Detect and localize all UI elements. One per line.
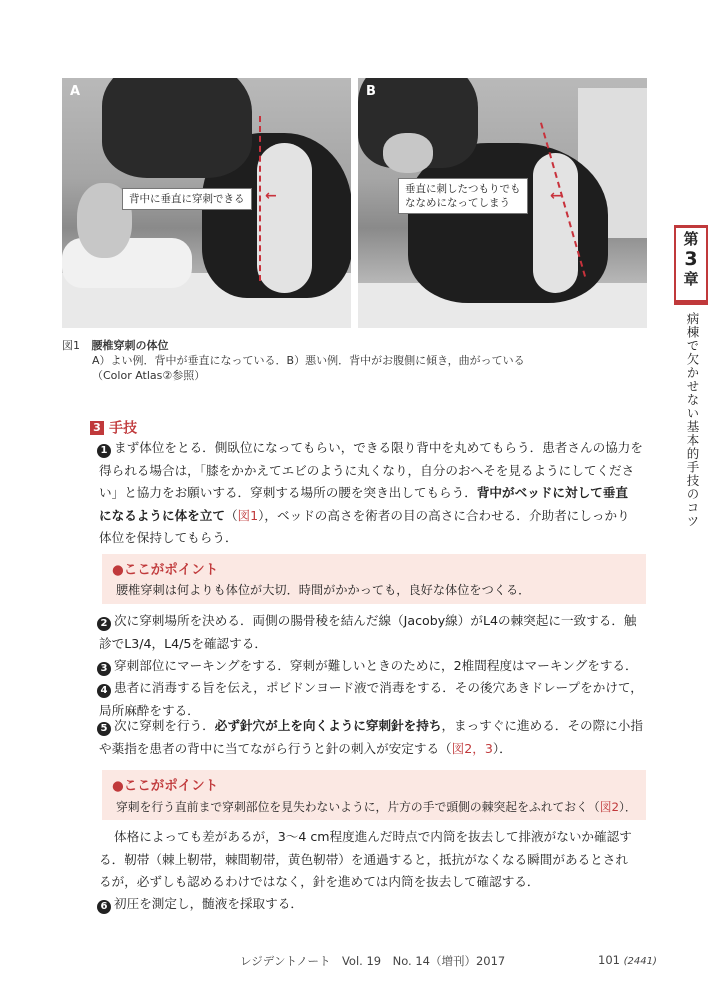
figure-photo-a bbox=[62, 78, 351, 328]
figure-photo-b bbox=[358, 78, 647, 328]
step-3-line: 穿刺部位にマーキングをする．穿刺が難しいときのために，2椎間程度はマーキングをする． bbox=[114, 658, 638, 673]
photo-b-callout-line2: ななめになってしまう bbox=[405, 197, 510, 209]
step-1-line: まず体位をとる．側臥位になってもらい，できる限り背中を丸めてもらう．患者さんの協力を bbox=[114, 440, 643, 455]
point-box-2-title: ●ここがポイント bbox=[112, 778, 219, 794]
point-box-1-title: ●ここがポイント bbox=[112, 562, 219, 578]
step-1-number: 1 bbox=[97, 444, 111, 458]
photo-a-arrow-icon: ← bbox=[265, 188, 277, 204]
figure-caption bbox=[62, 338, 525, 383]
section-heading bbox=[90, 417, 137, 438]
step-1-line bbox=[99, 482, 654, 505]
step-2-text bbox=[99, 610, 654, 655]
photo-a-callout-text: 背中に垂直に穿刺できる bbox=[129, 193, 245, 205]
point-box-1 bbox=[102, 554, 646, 604]
photo-b-arrow-icon: ← bbox=[550, 188, 562, 204]
step-4-number: 4 bbox=[97, 684, 111, 698]
footer-page-number: 101 bbox=[598, 953, 620, 967]
step-1-line4-c: ），ベッドの高さを術者の目の高さに合わせる．介助者にしっかり bbox=[258, 507, 630, 523]
step-5-number: 5 bbox=[97, 722, 111, 736]
caption-title: 腰椎穿刺の体位 bbox=[91, 339, 169, 352]
photo-a-vertical-line bbox=[259, 116, 261, 281]
photo-b-hand bbox=[383, 133, 433, 173]
footer-journal: レジデントノート Vol. 19 No. 14（増刊）2017 bbox=[240, 954, 506, 968]
point-box-2 bbox=[102, 770, 646, 820]
photo-a-pillow bbox=[62, 238, 192, 288]
chapter-line1: 第 bbox=[683, 230, 699, 248]
step-1-line3-a: い」と協力をお願いする．穿刺する場所の腰を突き出してもらう． bbox=[99, 485, 477, 501]
section-title: 手技 bbox=[109, 420, 138, 437]
step-1-line: 得られる場合は，「膝をかかえてエビのように丸くなり，自分のおへそを見るようにしてくださ bbox=[99, 462, 635, 478]
caption-heading bbox=[62, 338, 525, 353]
step-2-number: 2 bbox=[97, 617, 111, 631]
step-1-text bbox=[99, 437, 654, 550]
chapter-line3: 章 bbox=[683, 270, 699, 288]
step-1-emphasis-2: になるように体を立て bbox=[99, 507, 225, 523]
step-5-line bbox=[99, 738, 654, 761]
paragraph-line: る．靭帯（棘上靭帯，棘間靭帯，黄色靭帯）を通過すると，抵抗がなくなる瞬間があるとされ bbox=[99, 851, 628, 867]
footer-page bbox=[598, 953, 657, 967]
chapter-number: 3 bbox=[684, 248, 698, 270]
paragraph-continuation bbox=[99, 826, 654, 894]
footer-page-total: (2441) bbox=[623, 956, 657, 967]
caption-line1: A）よい例．背中が垂直になっている．B）悪い例．背中がお腹側に傾き，曲がっている bbox=[92, 354, 525, 367]
step-1-paren-open: （ bbox=[224, 507, 238, 523]
step-2-line: 次に穿刺場所を決める．両側の腸骨稜を結んだ線（Jacoby線）がL4の棘突起に一致する．触 bbox=[114, 613, 637, 628]
step-5-emphasis: 必ず針穴が上を向くように穿刺針を持ち bbox=[214, 718, 442, 733]
figure-2-3-link[interactable]: 図2，3 bbox=[451, 740, 493, 756]
photo-a-label: A bbox=[70, 84, 81, 99]
caption-line2: （Color Atlas②参照） bbox=[92, 369, 206, 382]
step-1-line: 体位を保持してもらう． bbox=[99, 530, 238, 546]
point-box-2-text-a: 穿刺を行う直前まで穿刺部位を見失わないように，片方の手で頭側の棘突起をふれておく（ bbox=[116, 800, 600, 814]
photo-a-assistant bbox=[102, 78, 252, 178]
section-number: 3 bbox=[90, 421, 104, 435]
step-4-line: 局所麻酔をする． bbox=[99, 702, 200, 718]
step-5-line bbox=[114, 715, 654, 738]
step-6-number: 6 bbox=[97, 900, 111, 914]
photo-a-wrap bbox=[257, 143, 312, 293]
chapter-vertical-title: 病棟で欠かせない基本的手技のコツ bbox=[685, 312, 700, 528]
step-1-line bbox=[99, 505, 654, 528]
caption-label: 図1 bbox=[62, 339, 80, 352]
figure-1-link[interactable]: 図1 bbox=[237, 507, 259, 523]
point-box-2-text-c: ）． bbox=[619, 800, 637, 814]
figure-2-link[interactable]: 図2 bbox=[599, 800, 619, 814]
step-3-number: 3 bbox=[97, 662, 111, 676]
chapter-label bbox=[676, 228, 706, 300]
point-box-2-text bbox=[116, 798, 637, 815]
paragraph-line: 体格によっても差があるが，3～4 cm程度進んだ時点で内筒を抜去して排液がないか確認す bbox=[114, 829, 632, 844]
photo-a-callout bbox=[122, 188, 252, 210]
step-5-line2-c: ）． bbox=[492, 740, 512, 756]
point-box-1-text: 腰椎穿刺は何よりも体位が大切．時間がかかっても，良好な体位をつくる． bbox=[116, 583, 531, 597]
step-6-text bbox=[114, 893, 654, 916]
step-6-line: 初圧を測定し，髄液を採取する． bbox=[114, 896, 303, 911]
step-5-line2-a: や薬指を患者の背中に当てながら行うと針の刺入が安定する（ bbox=[99, 740, 452, 756]
step-4-line: 患者に消毒する旨を伝え，ポビドンヨード液で消毒をする．その後穴あきドレープをかけて， bbox=[114, 680, 643, 695]
step-3-text bbox=[114, 655, 654, 678]
step-5-text bbox=[99, 715, 654, 760]
step-1-emphasis: 背中がベッドに対して垂直 bbox=[476, 485, 628, 501]
photo-b-label: B bbox=[366, 84, 376, 99]
step-5-line1-a: 次に穿刺を行う． bbox=[114, 718, 215, 733]
photo-b-callout-line1: 垂直に刺したつもりでも bbox=[405, 183, 521, 195]
paragraph-line: るが，必ずしも認めるわけではなく，針を進めては内筒を抜去して確認する． bbox=[99, 874, 540, 890]
step-5-line1-c: ，まっすぐに進める．その際に小指 bbox=[441, 718, 643, 733]
photo-b-callout bbox=[398, 178, 528, 214]
step-2-line: 診でL3/4，L4/5を確認する． bbox=[99, 635, 267, 651]
